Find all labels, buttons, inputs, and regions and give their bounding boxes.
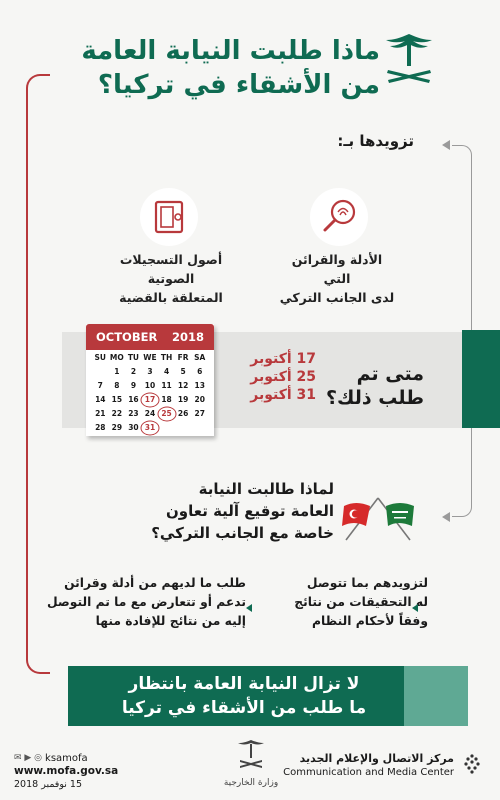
media-center-logo-icon bbox=[460, 752, 484, 776]
green-side-block bbox=[462, 330, 500, 428]
calendar-weekday: FR bbox=[177, 353, 189, 362]
reason-line: إليه من نتائج للإفادة منها bbox=[95, 614, 246, 628]
calendar-day bbox=[191, 422, 208, 433]
calendar-weekday: SA bbox=[194, 353, 206, 362]
calendar-header bbox=[86, 324, 214, 350]
calendar-grid bbox=[86, 350, 214, 435]
social-icons: ✉ ▶ ◎ bbox=[14, 753, 43, 763]
banner-line: ما طلب من الأشقاء في تركيا bbox=[121, 698, 367, 718]
saudi-emblem-icon bbox=[382, 34, 436, 92]
calendar-weekday: WE bbox=[143, 353, 157, 362]
calendar-day: 8 bbox=[114, 381, 120, 390]
ministry-logo bbox=[218, 740, 284, 790]
when-question-line: طلب ذلك؟ bbox=[326, 387, 424, 409]
social-handle[interactable]: ksamofa bbox=[45, 753, 88, 764]
when-question bbox=[326, 362, 424, 410]
footer-contacts bbox=[14, 752, 118, 791]
calendar-day: 31 bbox=[142, 422, 159, 433]
calendar-weekday: TH bbox=[160, 353, 173, 362]
reason-left bbox=[46, 574, 246, 631]
calendar-day: 13 bbox=[194, 381, 205, 390]
calendar-day: 21 bbox=[95, 409, 106, 418]
calendar-day: 20 bbox=[194, 395, 205, 404]
bullet-arrow-icon bbox=[412, 604, 418, 612]
request-dates bbox=[232, 350, 316, 404]
calendar-day: 26 bbox=[177, 409, 189, 418]
calendar-day: 15 bbox=[111, 395, 123, 404]
why-line: لماذا طالبت النيابة bbox=[198, 480, 334, 498]
title-line-2: من الأشقاء في تركيا؟ bbox=[97, 70, 380, 100]
calendar-day: 16 bbox=[128, 395, 139, 404]
calendar-weekday: MO bbox=[109, 353, 124, 362]
connector-arrow-icon bbox=[442, 140, 450, 150]
provide-item-line: لدى الجانب التركي bbox=[279, 290, 395, 305]
title-line-1: ماذا طلبت النيابة العامة bbox=[81, 36, 380, 66]
calendar-day: 12 bbox=[177, 381, 189, 390]
website-link[interactable]: www.mofa.gov.sa bbox=[14, 765, 119, 777]
calendar-day: 30 bbox=[128, 423, 139, 432]
calendar bbox=[86, 324, 214, 436]
calendar-day: 22 bbox=[111, 409, 123, 418]
connector-arrow-icon bbox=[442, 512, 450, 522]
banner-accent bbox=[404, 666, 468, 726]
provide-item-evidence bbox=[278, 250, 396, 307]
calendar-day: 14 bbox=[95, 395, 106, 404]
request-date: 17 أكتوبر bbox=[250, 351, 316, 367]
calendar-day bbox=[92, 366, 109, 377]
calendar-day: 7 bbox=[97, 381, 103, 390]
calendar-day: 11 bbox=[161, 381, 172, 390]
publish-date: 15 نوفمبر 2018 bbox=[14, 779, 83, 790]
provide-label: تزويدها بـ: bbox=[337, 132, 414, 150]
cassette-tape-icon bbox=[140, 188, 198, 246]
calendar-day: 19 bbox=[177, 395, 189, 404]
why-question bbox=[104, 478, 334, 544]
calendar-day: 18 bbox=[161, 395, 172, 404]
calendar-day: 27 bbox=[194, 409, 205, 418]
reason-line: طلب ما لديهم من أدلة وقرائن bbox=[64, 576, 246, 590]
why-line: خاصة مع الجانب التركي؟ bbox=[151, 524, 334, 542]
calendar-day: 28 bbox=[95, 423, 106, 432]
calendar-day: 10 bbox=[144, 381, 156, 390]
provide-item-line: أصول التسجيلات الصوتية bbox=[119, 252, 223, 286]
calendar-day bbox=[158, 422, 175, 433]
reason-line: تدعم أو تتعارض مع ما تم التوصل bbox=[46, 595, 246, 609]
calendar-day: 25 bbox=[158, 408, 175, 419]
media-center bbox=[283, 752, 454, 780]
provide-item-line: المتعلقة بالقضية bbox=[119, 290, 223, 305]
calendar-day: 17 bbox=[142, 394, 159, 405]
media-center-ar: مركز الاتصال والإعلام الجديد bbox=[299, 752, 454, 765]
calendar-day: 9 bbox=[130, 381, 137, 390]
calendar-day: 4 bbox=[163, 367, 170, 376]
bullet-arrow-icon bbox=[246, 604, 252, 612]
when-question-line: متى تم bbox=[356, 363, 424, 385]
provide-item-line: الأدلة والقرائن التي bbox=[291, 252, 383, 286]
calendar-day: 29 bbox=[111, 423, 123, 432]
ministry-logo-text: وزارة الخارجية bbox=[223, 778, 279, 788]
reason-right bbox=[268, 574, 428, 631]
calendar-day bbox=[175, 422, 192, 433]
calendar-day: 23 bbox=[128, 409, 139, 418]
calendar-day: 3 bbox=[147, 367, 153, 376]
banner-edge bbox=[68, 666, 84, 726]
calendar-day: 1 bbox=[114, 367, 120, 376]
reason-line: وفقاً لأحكام النظام bbox=[312, 614, 428, 628]
request-date: 31 أكتوبر bbox=[250, 387, 316, 403]
why-line: العامة توقيع آلية تعاون bbox=[165, 502, 334, 520]
crossed-flags-icon bbox=[338, 492, 418, 544]
banner-line: لا تزال النيابة العامة بانتظار bbox=[128, 674, 360, 694]
calendar-day: 24 bbox=[144, 409, 156, 418]
bottom-banner bbox=[84, 666, 404, 726]
request-date: 25 أكتوبر bbox=[250, 369, 316, 385]
reason-line: لتزويدهم بما تتوصل bbox=[306, 576, 428, 590]
magnifier-fingerprint-icon bbox=[310, 188, 368, 246]
calendar-weekday: TU bbox=[127, 353, 140, 362]
calendar-day: 6 bbox=[197, 367, 203, 376]
calendar-year: 2018 bbox=[171, 330, 204, 344]
reason-line: له التحقيقات من نتائج bbox=[294, 595, 428, 609]
provide-item-recordings bbox=[108, 250, 234, 307]
calendar-day: 5 bbox=[180, 367, 186, 376]
calendar-weekday: SU bbox=[94, 353, 107, 362]
calendar-month: OCTOBER bbox=[96, 330, 158, 344]
media-center-en: Communication and Media Center bbox=[283, 767, 454, 778]
page-title bbox=[50, 34, 380, 102]
calendar-day: 2 bbox=[130, 367, 137, 376]
